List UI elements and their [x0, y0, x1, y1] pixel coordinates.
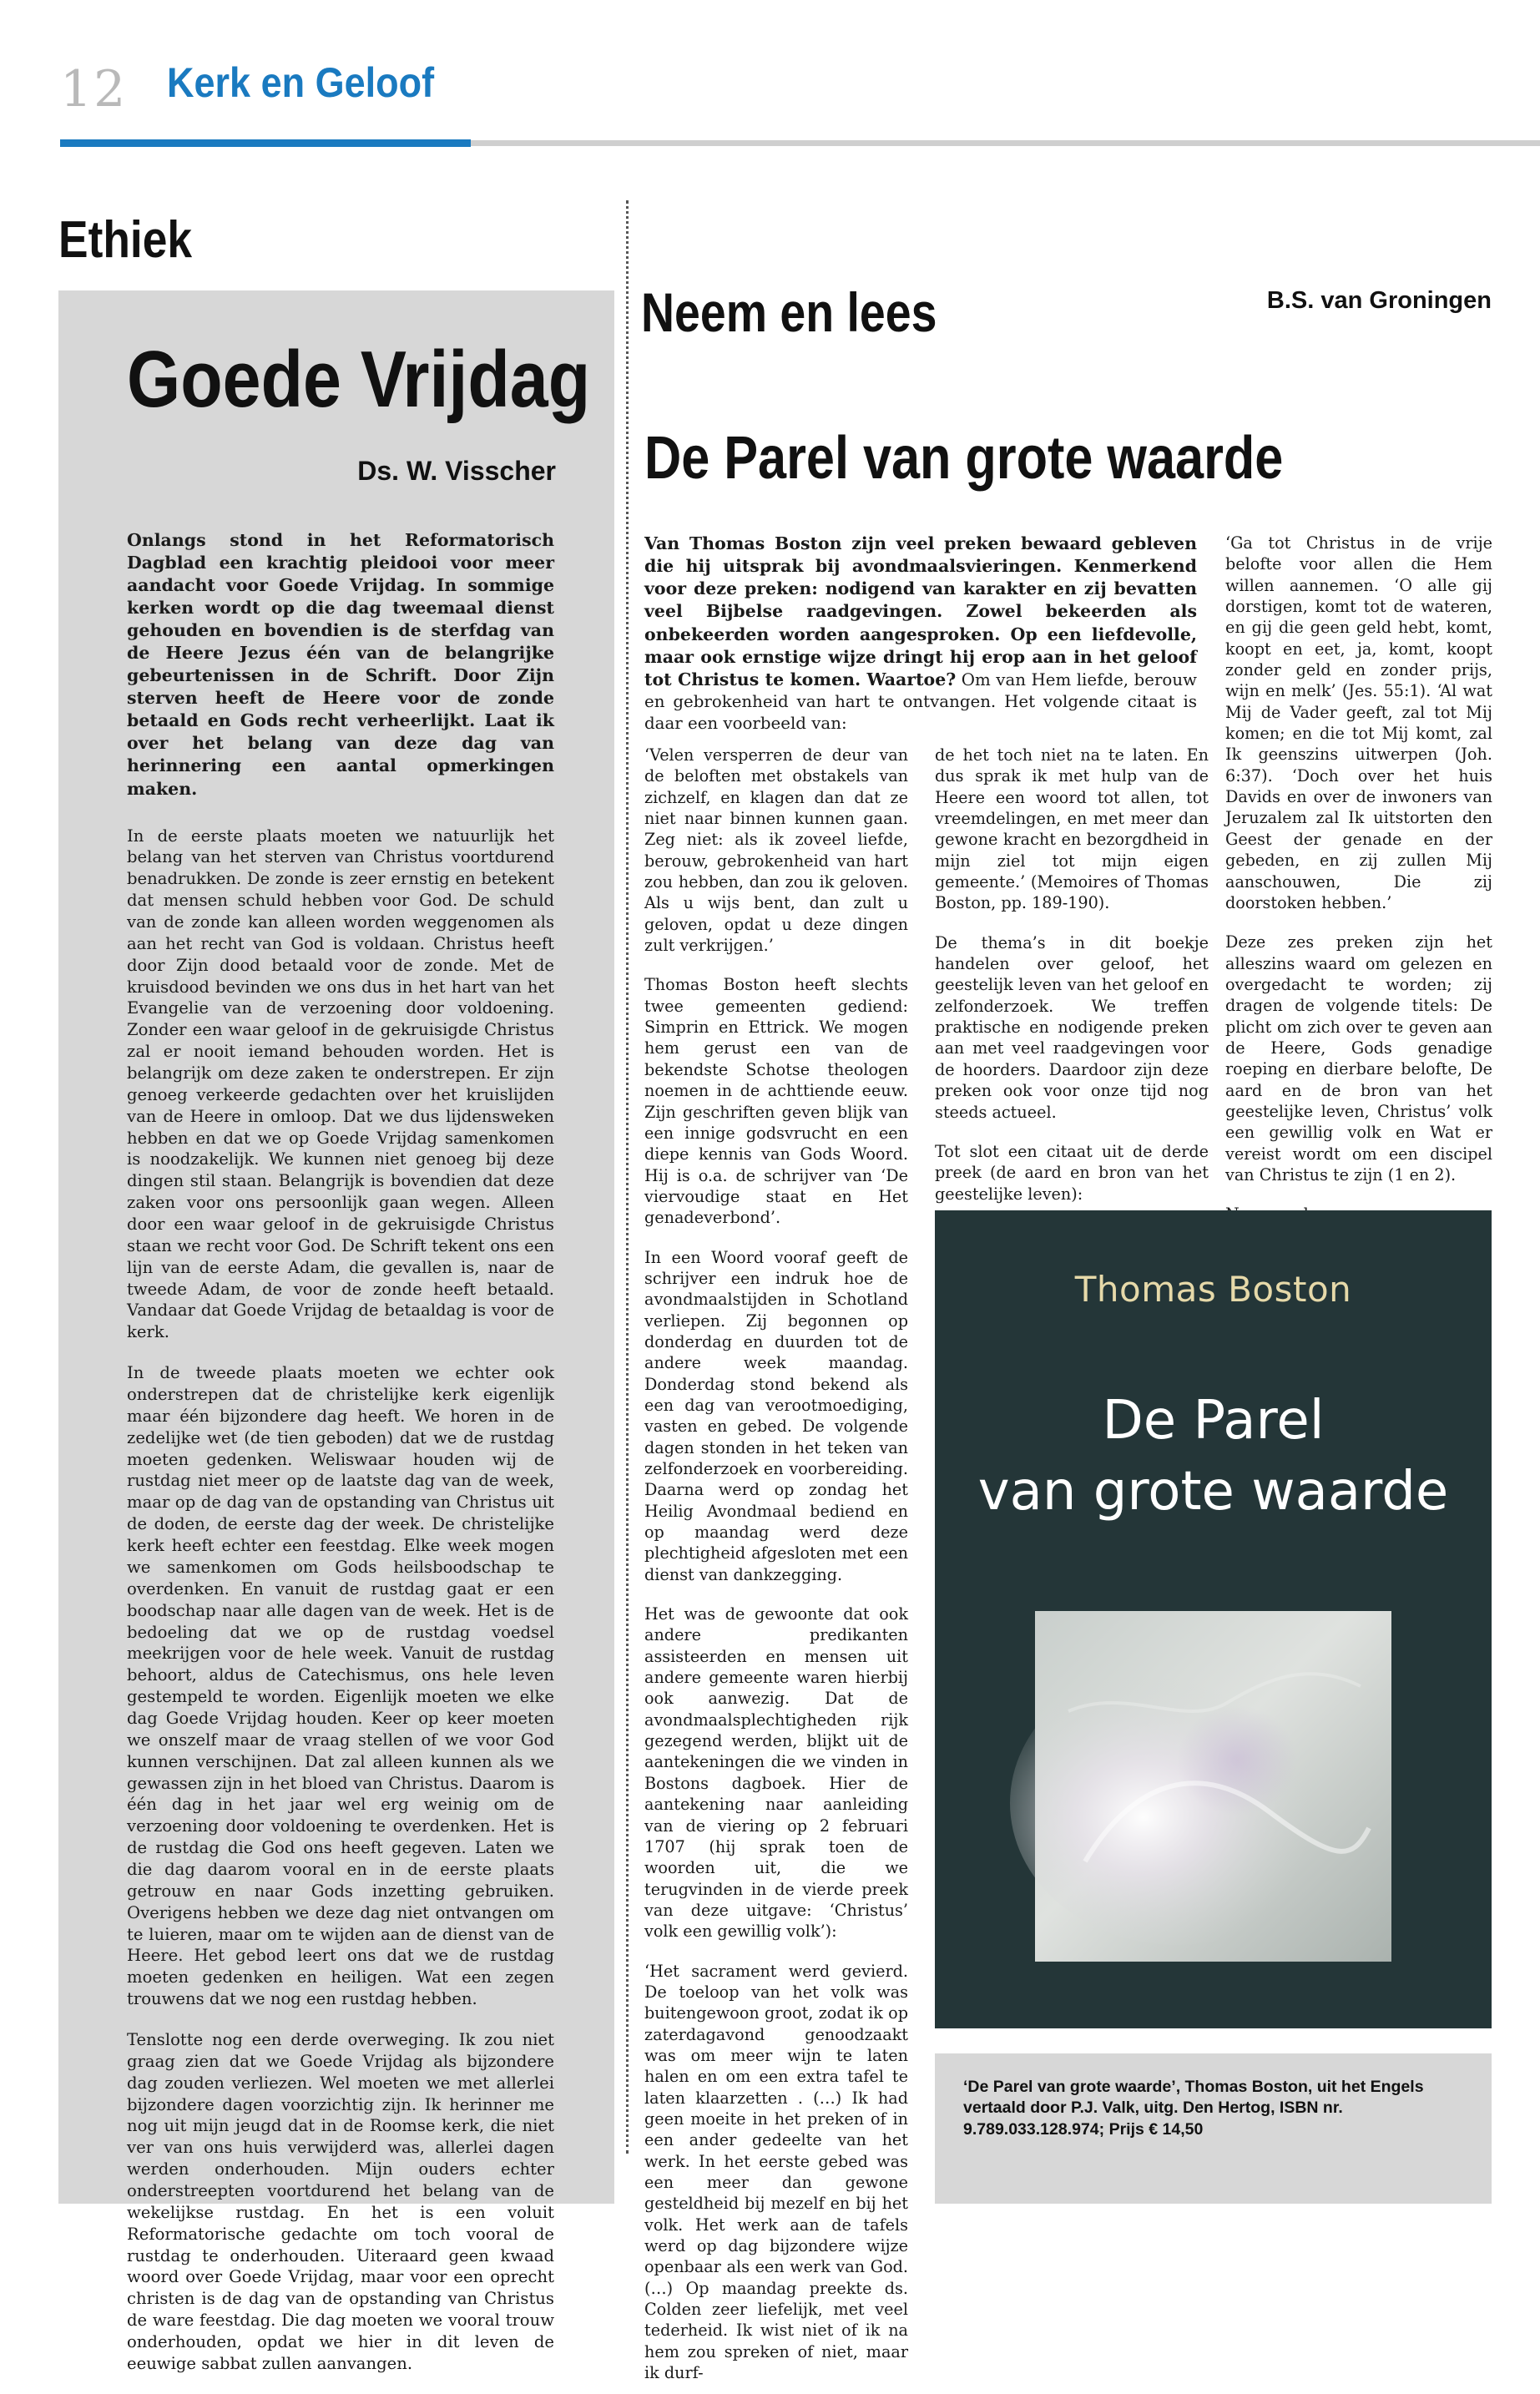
book-title-line-2: van grote waarde	[977, 1461, 1449, 1523]
book-title-line-1: De Parel	[1102, 1390, 1325, 1452]
review-column-3	[1225, 533, 1492, 1265]
article-goede-vrijdag	[58, 290, 614, 2373]
page-number: 12	[60, 60, 128, 119]
body-paragraph: Het was de gewoonte dat ook andere predikanten assisteerden en mensen uit andere gemeente waren hierbij ook aanwezig. Dat de avondmaalsplechtigheden rijk gezegend werden, blijkt uit de aantekeningen die we vinden in Bostons dagboek. Hier de aantekening naar aanleiding van de viering op 2 februari 1707 (hij sprak toen de woorden uit, die we terugvinden in de vierde preek van deze uitgave: ‘Christus’ volk een gewillig volk’):	[644, 1604, 908, 1942]
body-paragraph: In een Woord vooraf geeft de schrijver een indruk hoe de avondmaalstijden in Schotland verliepen. Zij begonnen op donderdag en duurden tot de andere week maandag. Donderdag stond bekend als een dag van verootmoediging, vasten en gebed. De volgende dagen stonden in het teken van zelfonderzoek en voorbereiding. Daarna werd op zondag het Heilig Avondmaal bediend en op maandag werd deze plechtigheid afgesloten met een dienst van dankzegging.	[644, 1247, 908, 1584]
article-headline: Goede Vrijdag	[127, 335, 591, 424]
column-divider	[626, 200, 629, 2154]
section-title: Kerk en Geloof	[167, 59, 435, 106]
body-paragraph: In de eerste plaats moeten we natuurlijk het belang van het sterven van Christus voortdurend benadrukken. De zonde is zeer ernstig en betekent dat mensen schuld hebben voor God. De schuld van de zonde kan alleen worden weggenomen als aan het recht van God is voldaan. Christus heeft door Zijn dood betaald voor de zonde. Met de kruisdood bevinden we ons dus in het hart van het Evangelie van de verzoening door voldoening. Zonder een waar geloof in de gekruisigde Christus zal er nooit iemand behouden worden. Het is belangrijk om deze zaken te onderstrepen. Er zijn genoeg verkeerde gedachten over het kruislijden van de Heere in omloop. Dat we dus lijdensweken hebben en dat we op Goede Vrijdag samenkomen is noodzakelijk. We kunnen niet genoeg bij deze dingen stil staan. Belangrijk is bovendien dat deze zaken voor ons persoonlijk gaan wegen. Alleen door een waar geloof in de gekruisigde Christus staan we recht voor God. De Schrift tekent ons een lijn van de eerste Adam, die gevallen is, naar de tweede Adam, de voor de zonde heeft betaald. Vandaar dat Goede Vrijdag de betaaldag is voor de kerk.	[127, 826, 554, 1342]
book-cover-image	[935, 1210, 1492, 2028]
body-paragraph: De thema’s in dit boekje handelen over geloof, het geestelijk leven van het geloof en zelfonderzoek. We treffen praktische en nodigende preken aan met veel raadgevingen voor de hoorders. Daardoor zijn deze preken ook voor onze tijd nog steeds actueel.	[935, 932, 1209, 1122]
header-rule-accent	[60, 139, 471, 147]
book-cover-author: Thomas Boston	[1074, 1269, 1352, 1310]
review-author: B.S. van Groningen	[1266, 287, 1492, 314]
body-paragraph: In de tweede plaats moeten we echter ook onderstrepen dat de christelijke kerk eigenlijk maar één bijzondere dag heeft. We horen in de zedelijke wet (de tien geboden) dat we de rustdag moeten gedenken. Weliswaar houden wij de rustdag niet meer op de laatste dag van de week, maar op de dag van de opstanding van Christus uit de doden, de eerste dag der week. De christelijke kerk heeft echter een feestdag. Elke week mogen we samenkomen om Gods heilsboodschap te overdenken. En vanuit de rustdag gaat er een boodschap naar alle dagen van de week. Het is de bedoeling dat we op de rustdag voedsel meekrijgen voor de hele week. Vanuit de rustdag behoort, aldus de Catechismus, ons hele leven gestempeld te worden. Eigenlijk moeten we elke dag Goede Vrijdag houden. Keer op keer moeten we onszelf maar de vraag stellen of we voor God kunnen verschijnen. Dat zal alleen kunnen als we gewassen zijn in het bloed van Christus. Daarom is één dag in het jaar wel erg weinig om de verzoening door voldoening te overdenken. Het is de rustdag die God ons heeft gegeven. Laten we die dag daarom vooral en in de eerste plaats getrouw en naar Gods inzetting gebruiken. Overigens hebben we deze dag niet ontvangen om te luieren, maar om te wijden aan de dienst van de Heere. Het gebod leert ons dat we de rustdag moeten gedenken en heiligen. Wat een zegen trouwens dat we nog een rustdag hebben.	[127, 1363, 554, 2009]
body-paragraph: Tot slot een citaat uit de derde preek (de aard en bron van het geestelijke leven):	[935, 1141, 1209, 1204]
review-column-2	[935, 745, 1209, 1223]
body-paragraph: ‘Ga tot Christus in de vrije belofte voor allen die Hem willen aannemen. ‘O alle gij dorstigen, komt tot de wateren, en gij die geen geld hebt, komt, koopt en eet, ja, komt, koopt zonder geld en zonder prijs, wijn en melk’ (Jes. 55:1). ‘Al wat Mij de Vader geeft, zal tot Mij komen; en die tot Mij komt, zal Ik geenszins uitwerpen (Joh. 6:37). ‘Doch over het huis Davids en over de inwoners van Jeruzalem zal Ik uitstorten den Geest der genade en der gebeden, en zij zullen Mij aanschouwen, Die zij doorstoken hebben.’	[1225, 533, 1492, 912]
body-paragraph: Deze zes preken zijn het alleszins waard om gelezen en overgedacht te worden; zij dragen de volgende titels: De plicht om zich over te geven aan de Heere, Gods genadige roeping en dierbare belofte, De aard en de bron van het geestelijke leven, Christus’ volk een gewillig volk en Wat er vereist wordt om een discipel van Christus te zijn (1 en 2).	[1225, 932, 1492, 1184]
book-caption: ‘De Parel van grote waarde’, Thomas Boston, uit het Engels vertaald door P.J. Valk, uitg. Den Hertog, ISBN nr. 9.789.033.128.974; Prijs € 14,50	[963, 2078, 1424, 2139]
intro-bold: Van Thomas Boston zijn veel preken bewaard gebleven die hij uitsprak bij avondmaalsvieringen. Kenmerkend voor deze preken: nodigend van karakter en zij bevatten veel Bijbelse raadgevingen. Zowel bekeerden als onbekeerden worden aangesproken. Op een liefdevolle, maar ook ernstige wijze dringt hij erop aan in het geloof tot Christus te komen. Waartoe?	[644, 533, 1197, 689]
book-caption-box	[935, 2053, 1492, 2204]
book-cover-title	[935, 1386, 1492, 1528]
category-neem-en-lees: Neem en lees	[641, 281, 937, 343]
body-paragraph: de het toch niet na te laten. En dus sprak ik met hulp van de Heere een woord tot allen, tot vreemdelingen, en met meer dan gewone kracht en bezorgdheid in mijn ziel tot mijn eigen gemeente.’ (Memoires of Thomas Boston, pp. 189-190).	[935, 745, 1209, 913]
lead-paragraph: Onlangs stond in het Reformatorisch Dagblad een krachtig pleidooi voor meer aandacht voor Goede Vrijdag. In sommige kerken wordt op die dag tweemaal dienst gehouden en bovendien is de sterfdag van de Heere Jezus één van de belangrijke gebeurtenissen in de Schrift. Door Zijn sterven heeft de Heere voor de zonde betaald en Gods recht verheerlijkt. Laat ik over het belang van deze dag van herinnering een aantal opmerkingen maken.	[127, 530, 554, 799]
article-author: Ds. W. Visscher	[357, 456, 556, 486]
intro-normal: Om van Hem liefde, berouw en gebrokenheid van hart te ontvangen. Het volgende citaat is daar een voorbeeld van:	[644, 669, 1197, 733]
body-paragraph: ‘Het sacrament werd gevierd. De toeloop van het volk was buitengewoon groot, zodat ik op zaterdagavond genoodzaakt was om meer wijn te laten halen en om een extra tafel te laten klaarzetten . (…) Ik had geen moeite in het preken of in een ander gedeelte van het werk. In het eerste gebed was een meer dan gewone gesteldheid bij mezelf en bij het volk. Het werk aan de tafels werd op dag bijzondere wijze openbaar als een werk van God. (…) Op maandag preekte ds. Colden zeer liefelijk, met veel tederheid. Ik wist niet of ik na hem zou spreken of niet, maar ik durf-	[644, 1961, 908, 2383]
review-column-1	[644, 745, 908, 2383]
review-headline: De Parel van grote waarde	[644, 425, 1284, 492]
pearl-artwork-image	[1035, 1611, 1391, 1962]
review-intro	[644, 533, 1197, 735]
body-paragraph: ‘Velen versperren de deur van de beloften met obstakels van zichzelf, en klagen dan dat ze niet naar binnen kunnen gaan. Zeg niet: als ik zoveel liefde, berouw, gebrokenheid van hart zou hebben, dan zou ik geloven. Als u wijs bent, dan zult u geloven, opdat u deze dingen zult verkrijgen.’	[644, 745, 908, 956]
body-paragraph: Thomas Boston heeft slechts twee gemeenten gediend: Simprin en Ettrick. We mogen hem gerust een van de bekendste Schotse theologen noemen in de achttiende eeuw. Zijn geschriften geven blijk van een innige godsvrucht en een diepe kennis van Gods Woord. Hij is o.a. de schrijver van ‘De viervoudige staat en Het genadeverbond’.	[644, 975, 908, 1228]
body-paragraph: Tenslotte nog een derde overweging. Ik zou niet graag zien dat we Goede Vrijdag als bijzondere dag zouden verliezen. Wel moeten we met allerlei bijzondere dagen voorzichtig zijn. Ik herinner me nog uit mijn jeugd dat in de Roomse kerk, die niet ver van ons huis verwijderd was, allerlei dagen werden onderhouden. Mijn ouders echter onderstreepten voortdurend het belang van de wekelijkse rustdag. En het is een voluit Reformatorische gedachte om toch vooral de rustdag te onderhouden. Uiteraard geen kwaad woord over Goede Vrijdag, maar voor een oprecht christen is de dag van de opstanding van Christus de ware feestdag. Die dag moeten we vooral trouw onderhouden, opdat we hier in dit leven de eeuwige sabbat zullen aanvangen.	[127, 2029, 554, 2373]
category-ethiek: Ethiek	[58, 211, 193, 269]
article-body	[127, 529, 554, 2394]
